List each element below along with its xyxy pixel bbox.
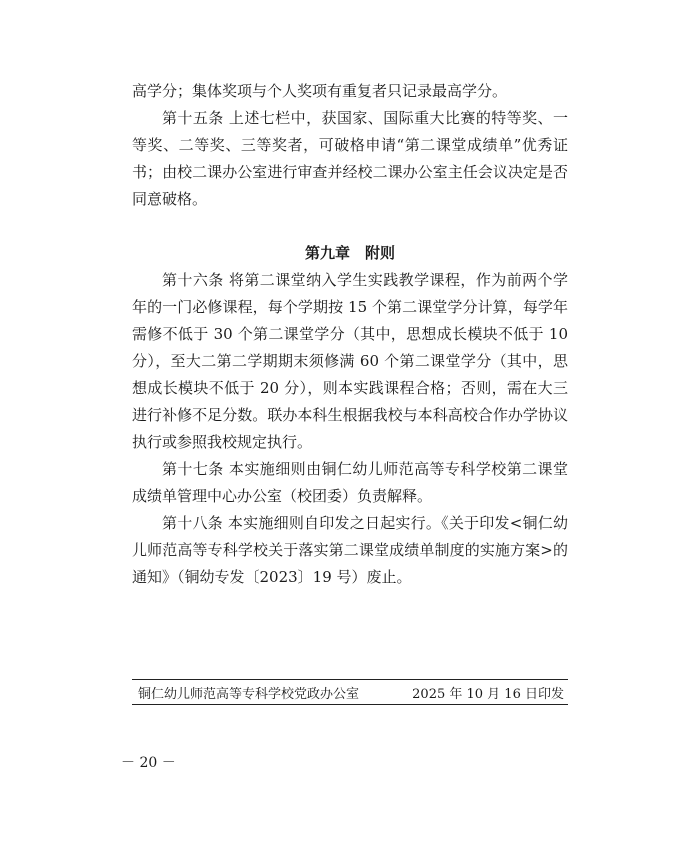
paragraph-article-16: 第十六条 将第二课堂纳入学生实践教学课程，作为前两个学年的一门必修课程，每个学期按 15 个第二课堂学分计算，每学年需修不低于 30 个第二课堂学分（其中，思想成长模块不低于 10 分），至大二第二学期期末须修满 60 个第二课堂学分（其中，思想成长模块不低于 20 分），则本实践课程合格；否则，需在大三进行补修不足分数。联办本科生根据我校与本科高校合作办学协议执行或参照我校规定执行。 [132, 271, 568, 451]
document-body [132, 78, 568, 591]
issue-date: 2025 年 10 月 16 日印发 [412, 686, 564, 702]
page-number: － 20 － [121, 755, 176, 771]
paragraph-continuation: 高学分；集体奖项与个人奖项有重复者只记录最高学分。 [132, 82, 508, 100]
issuance-footer [132, 679, 568, 705]
paragraph-article-17: 第十七条 本实施细则由铜仁幼儿师范高等专科学校第二课堂成绩单管理中心办公室（校团委）负责解释。 [132, 460, 568, 505]
paragraph-article-18: 第十八条 本实施细则自印发之日起实行。《关于印发<铜仁幼儿师范高等专科学校关于落实第二课堂成绩单制度的实施方案>的通知》（铜幼专发〔2023〕19 号）废止。 [132, 514, 568, 586]
issuer-name: 铜仁幼儿师范高等专科学校党政办公室 [138, 686, 360, 702]
paragraph-article-15: 第十五条 上述七栏中，获国家、国际重大比赛的特等奖、一等奖、二等奖、三等奖者，可破格申请“第二课堂成绩单”优秀证书；由校二课办公室进行审查并经校二课办公室主任会议决定是否同意破格。 [132, 109, 568, 208]
chapter-title: 第九章 附则 [304, 244, 395, 262]
